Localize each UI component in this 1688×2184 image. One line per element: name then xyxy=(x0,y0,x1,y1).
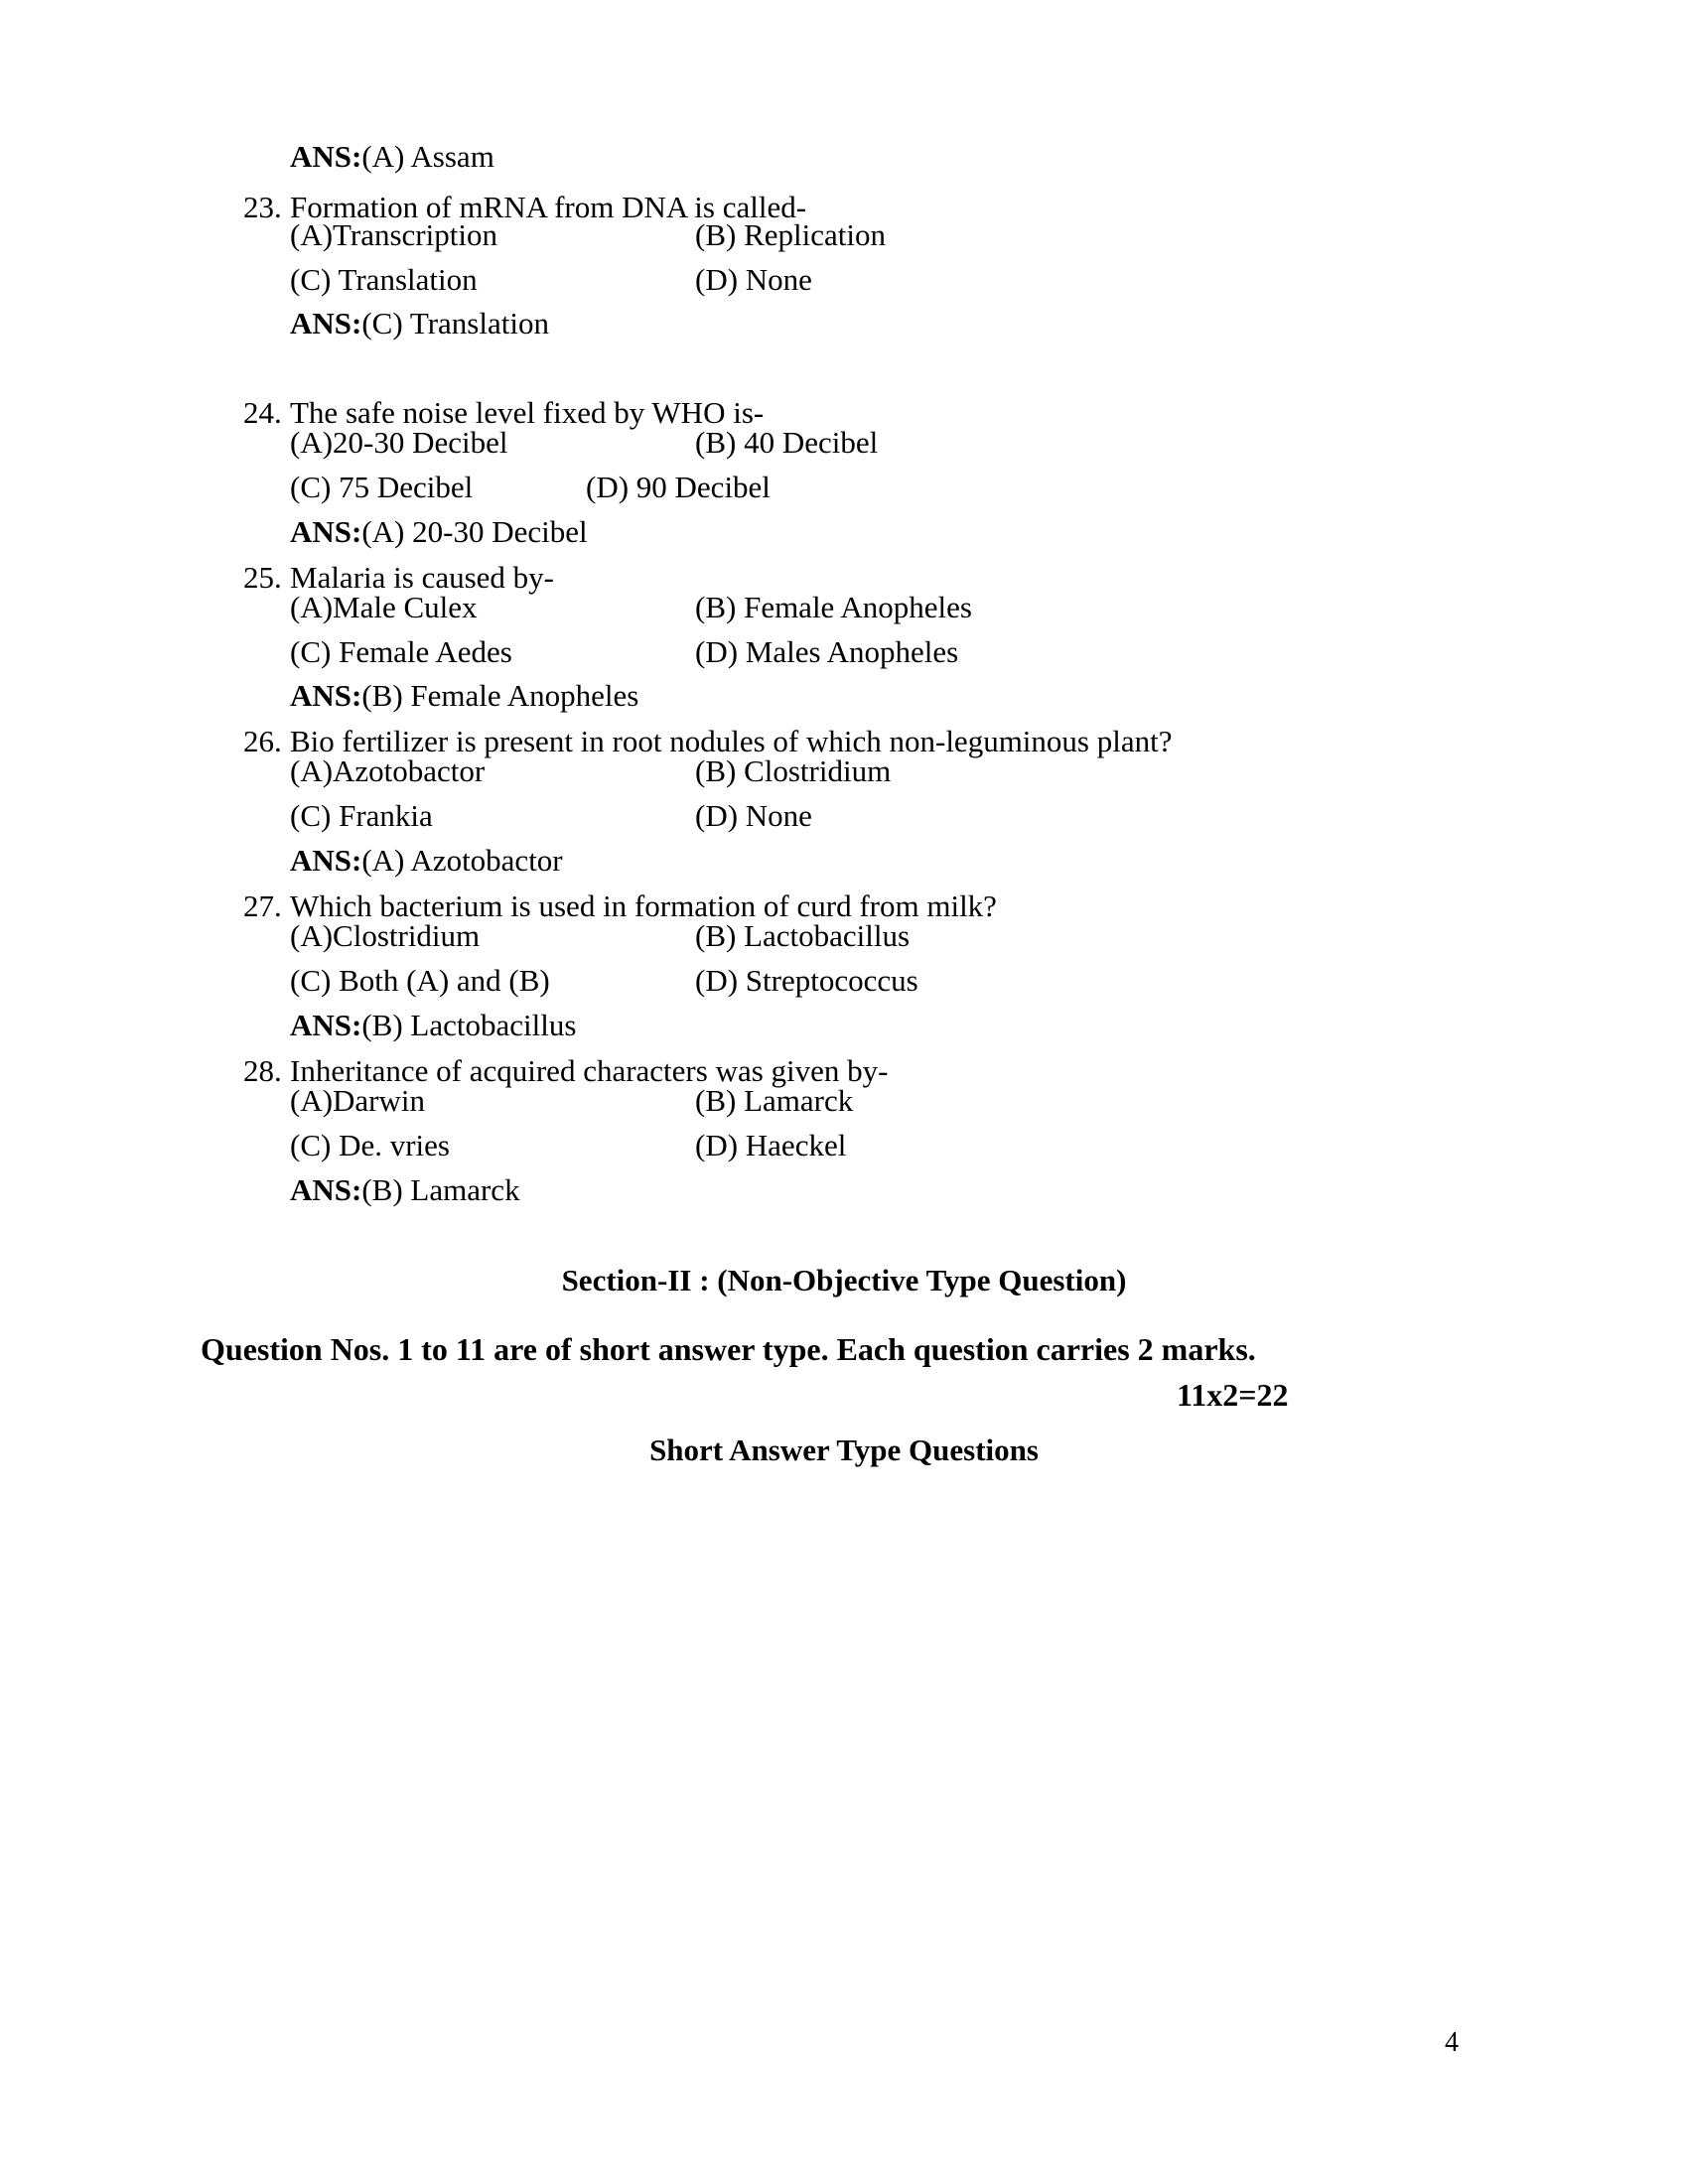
section-marks: 11x2=22 xyxy=(1177,1377,1289,1413)
answer-label-25: ANS: xyxy=(290,678,362,713)
question-23-option-b[interactable]: (B) Replication xyxy=(695,217,886,252)
question-number-26: 26. xyxy=(243,724,282,758)
section-heading: Section-II : (Non-Objective Type Question) xyxy=(561,1263,1127,1297)
question-27-option-c[interactable]: (C) Both (A) and (B) xyxy=(290,963,550,998)
question-26-option-b[interactable]: (B) Clostridium xyxy=(695,753,892,788)
answer-label-23: ANS: xyxy=(290,306,362,341)
question-28-option-a[interactable]: (A)Darwin xyxy=(290,1083,426,1118)
question-text-24: The safe noise level fixed by WHO is- xyxy=(290,395,765,430)
question-number-28: 28. xyxy=(243,1053,282,1088)
question-24-option-a[interactable]: (A)20-30 Decibel xyxy=(290,425,508,460)
question-24-option-b[interactable]: (B) 40 Decibel xyxy=(695,425,879,460)
question-text-28: Inheritance of acquired characters was given by- xyxy=(290,1053,889,1088)
question-text-27: Which bacterium is used in formation of curd from milk? xyxy=(290,888,997,923)
page-number: 4 xyxy=(1445,2027,1459,2058)
question-23-option-d[interactable]: (D) None xyxy=(695,262,812,297)
question-23-option-a[interactable]: (A)Transcription xyxy=(290,217,497,252)
question-24-option-c[interactable]: (C) 75 Decibel xyxy=(290,470,474,504)
question-23-option-c[interactable]: (C) Translation xyxy=(290,262,478,297)
question-27-option-b[interactable]: (B) Lactobacillus xyxy=(695,918,911,953)
question-number-25: 25. xyxy=(243,560,282,595)
question-number-23: 23. xyxy=(243,190,282,224)
answer-line-28 xyxy=(290,1172,520,1208)
question-25-option-d[interactable]: (D) Males Anopheles xyxy=(695,634,959,669)
question-25-option-b[interactable]: (B) Female Anopheles xyxy=(695,590,972,624)
answer-value-25: (B) Female Anopheles xyxy=(361,678,639,713)
question-text-25: Malaria is caused by- xyxy=(290,560,554,595)
question-25-option-a[interactable]: (A)Male Culex xyxy=(290,590,478,624)
section-instruction: Question Nos. 1 to 11 are of short answer type. Each question carries 2 marks. xyxy=(201,1331,1256,1367)
question-25-option-c[interactable]: (C) Female Aedes xyxy=(290,634,512,669)
question-26-option-a[interactable]: (A)Azotobactor xyxy=(290,753,486,788)
answer-line-27 xyxy=(290,1008,576,1043)
answer-label-24: ANS: xyxy=(290,514,362,549)
answer-value-24: (A) 20-30 Decibel xyxy=(361,514,588,549)
question-27-option-d[interactable]: (D) Streptococcus xyxy=(695,963,918,998)
question-26-option-c[interactable]: (C) Frankia xyxy=(290,798,433,833)
question-text-26: Bio fertilizer is present in root nodules of which non-leguminous plant? xyxy=(290,724,1173,758)
answer-line-carryover xyxy=(290,139,494,175)
answer-label: ANS: xyxy=(290,139,362,174)
answer-line-23 xyxy=(290,306,549,341)
question-27-option-a[interactable]: (A)Clostridium xyxy=(290,918,481,953)
answer-label-28: ANS: xyxy=(290,1172,362,1207)
question-number-24: 24. xyxy=(243,395,282,430)
answer-line-25 xyxy=(290,678,638,714)
answer-label-26: ANS: xyxy=(290,843,362,878)
short-answer-subheading: Short Answer Type Questions xyxy=(649,1433,1039,1467)
answer-value: (A) Assam xyxy=(361,139,494,174)
answer-value-26: (A) Azotobactor xyxy=(361,843,563,878)
answer-line-26 xyxy=(290,843,563,879)
answer-value-27: (B) Lactobacillus xyxy=(361,1008,577,1042)
question-24-option-d[interactable]: (D) 90 Decibel xyxy=(586,470,771,504)
question-28-option-c[interactable]: (C) De. vries xyxy=(290,1128,450,1162)
question-26-option-d[interactable]: (D) None xyxy=(695,798,812,833)
answer-line-24 xyxy=(290,514,588,550)
answer-label-27: ANS: xyxy=(290,1008,362,1042)
question-28-option-d[interactable]: (D) Haeckel xyxy=(695,1128,847,1162)
answer-value-28: (B) Lamarck xyxy=(361,1172,520,1207)
question-text-23: Formation of mRNA from DNA is called- xyxy=(290,190,807,224)
answer-value-23: (C) Translation xyxy=(361,306,549,341)
question-28-option-b[interactable]: (B) Lamarck xyxy=(695,1083,854,1118)
question-number-27: 27. xyxy=(243,888,282,923)
